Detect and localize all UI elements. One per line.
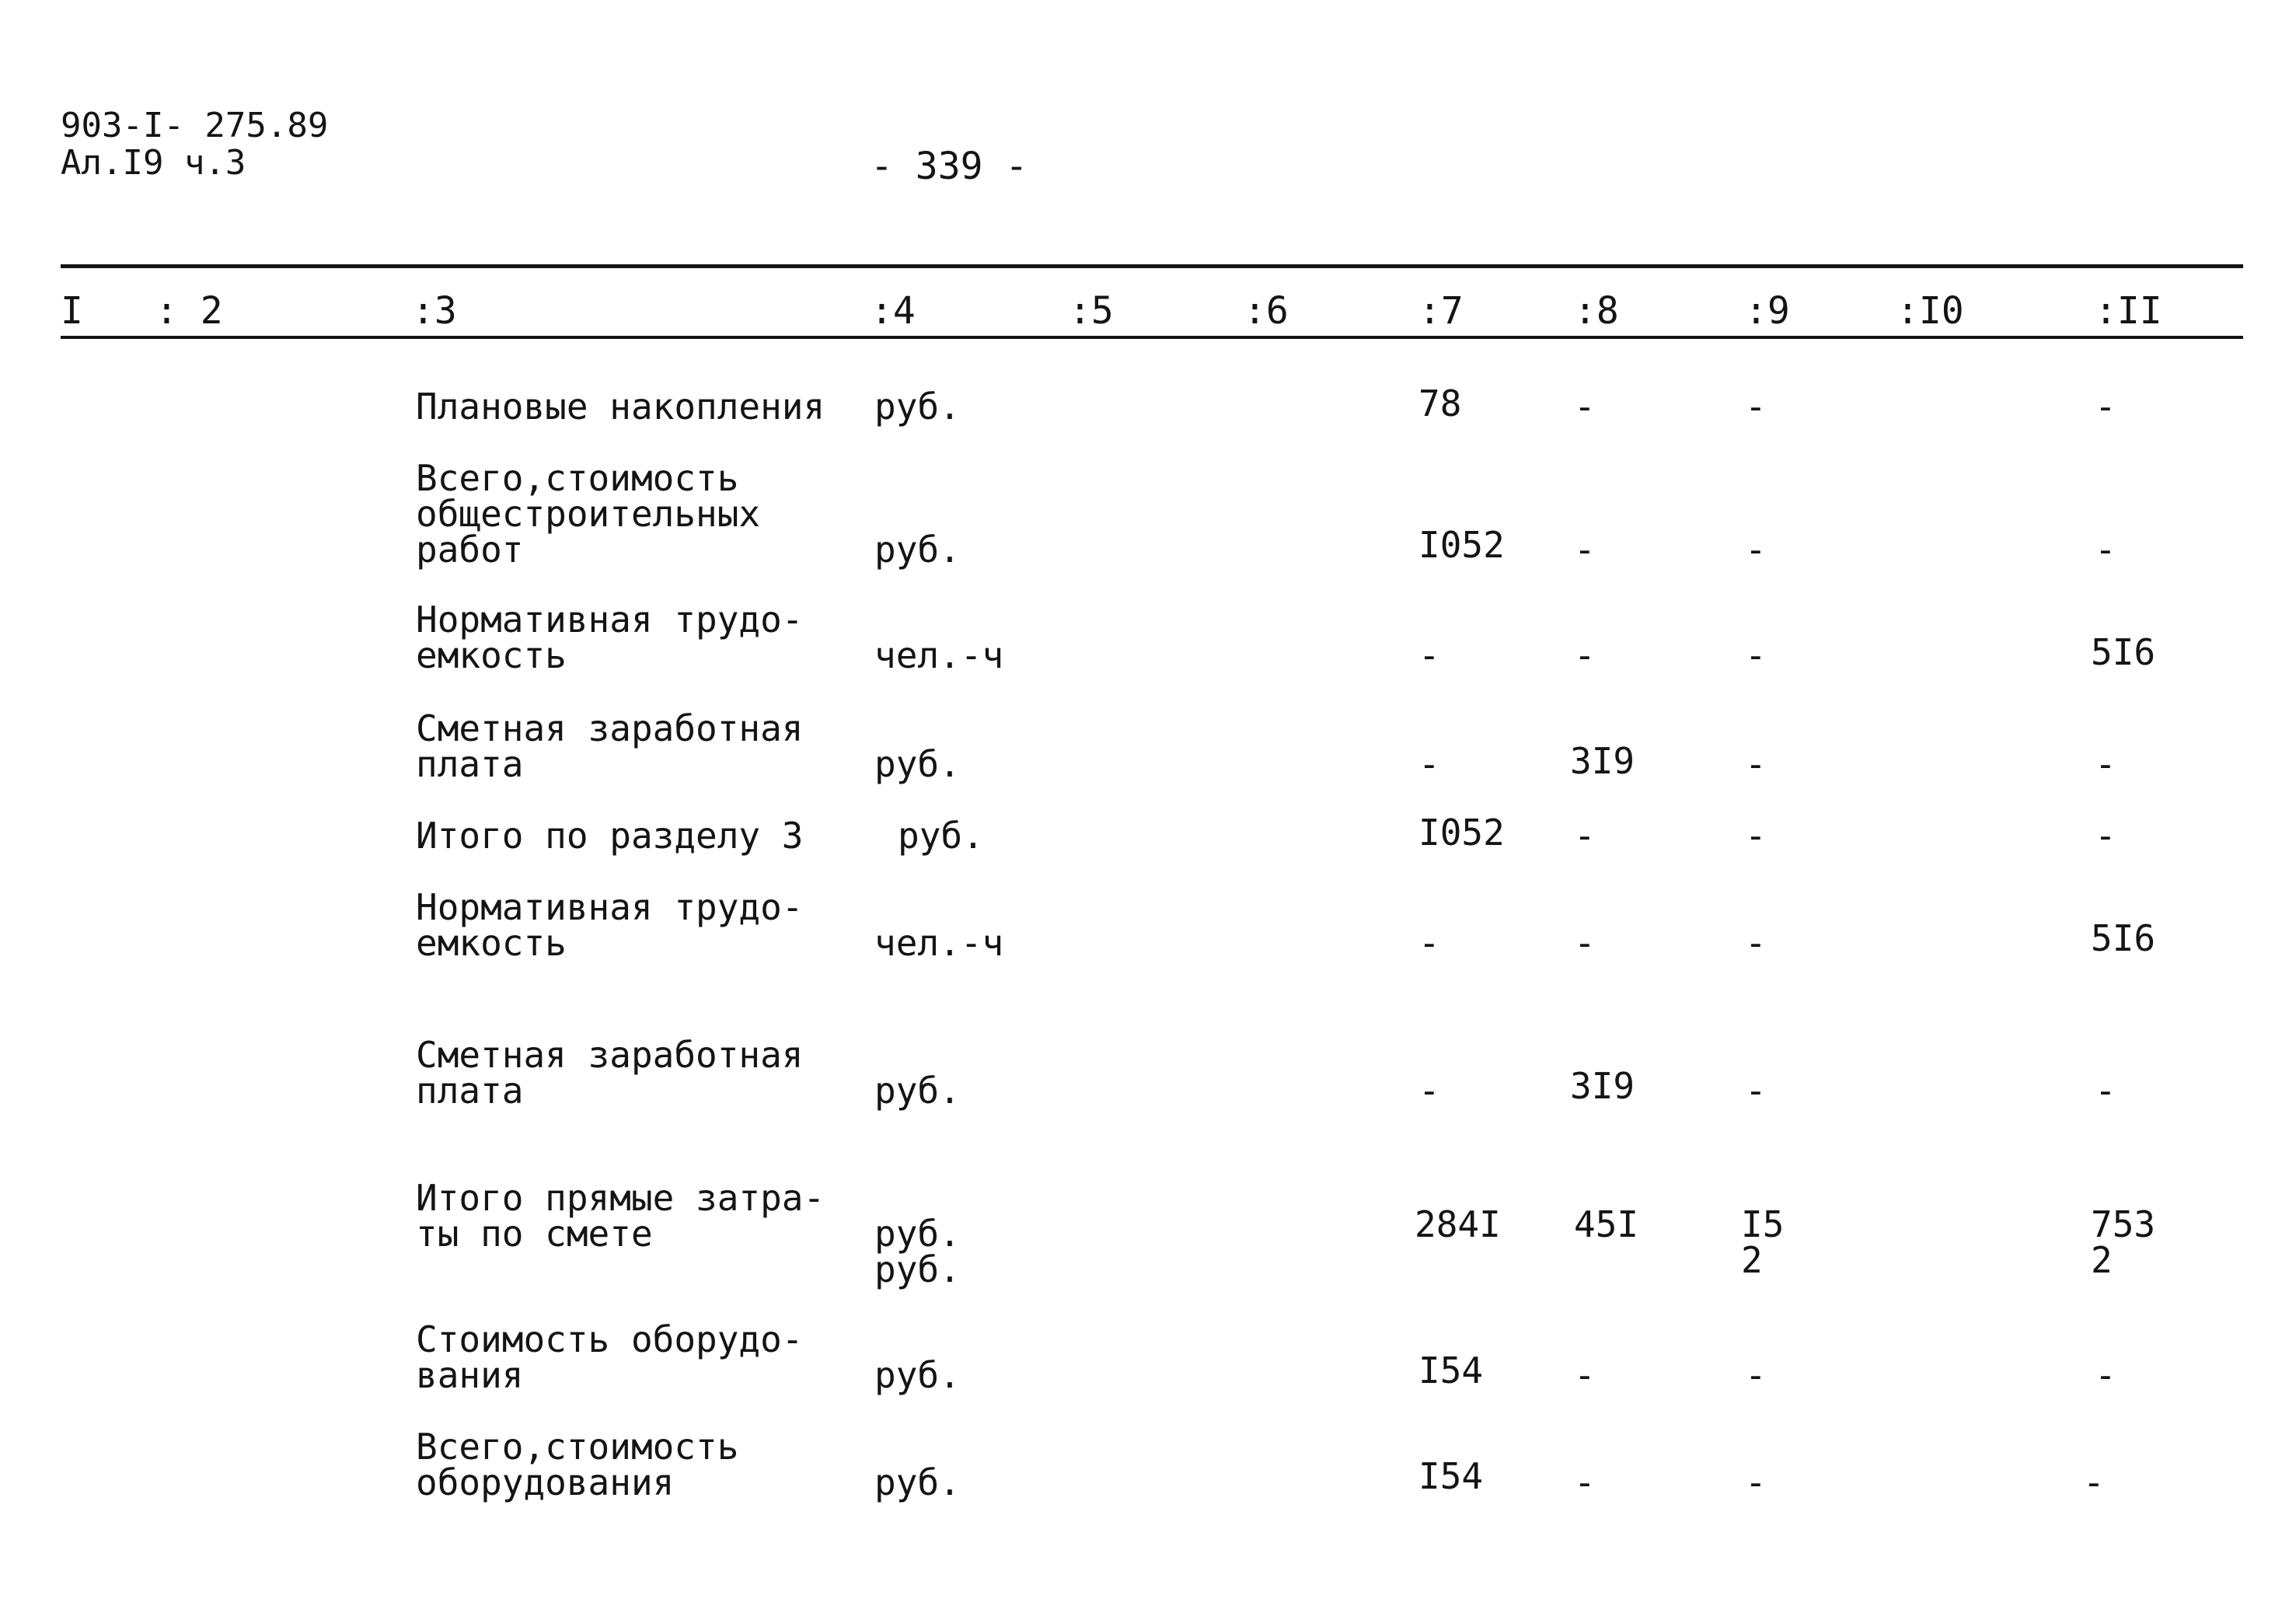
row-col7: 284I — [1415, 1203, 1501, 1245]
row-col8: - — [1574, 815, 1596, 857]
row-col9: - — [1745, 815, 1767, 857]
row-label: Стоимость оборудо- вания — [416, 1318, 804, 1396]
row-unit: руб. — [874, 1354, 961, 1396]
col-head-7: :7 — [1418, 289, 1464, 333]
row-label: Итого по разделу 3 — [416, 815, 804, 857]
row-label: Нормативная трудо- емкость — [416, 886, 804, 964]
row-col11: - — [2095, 815, 2116, 857]
row-col8: - — [1574, 922, 1596, 964]
row-col9: - — [1745, 386, 1767, 428]
row-unit: руб. — [874, 529, 961, 571]
row-col9: I5 2 — [1741, 1203, 1785, 1281]
col-head-1: I — [61, 289, 83, 333]
col-head-10: :I0 — [1896, 289, 1964, 333]
row-col9: - — [1745, 1461, 1767, 1503]
row-col8: - — [1574, 386, 1596, 428]
row-col8: 3I9 — [1570, 1065, 1635, 1107]
row-col11: - — [2083, 1461, 2105, 1503]
row-col7: I052 — [1418, 524, 1505, 566]
row-label: Итого прямые затра- ты по смете — [416, 1177, 825, 1255]
row-col7: - — [1418, 1070, 1440, 1112]
row-col9: - — [1745, 743, 1767, 785]
col-head-9: :9 — [1745, 289, 1790, 333]
row-col7: 78 — [1418, 382, 1462, 424]
row-label: Всего,стоимость общестроительных работ — [416, 457, 761, 571]
row-col7: - — [1418, 634, 1440, 676]
row-col7: - — [1418, 922, 1440, 964]
row-unit: руб. — [874, 743, 961, 785]
row-label: Нормативная трудо- емкость — [416, 599, 804, 676]
document-code-line1: 903-I- 275.89 — [61, 106, 329, 145]
row-col9: - — [1745, 529, 1767, 571]
col-head-6: :6 — [1244, 289, 1289, 333]
row-unit: чел.-ч — [874, 922, 1004, 964]
row-unit: руб. — [898, 815, 984, 857]
row-col7: I54 — [1418, 1455, 1484, 1497]
row-col7: I052 — [1418, 812, 1505, 854]
row-col8: - — [1574, 634, 1596, 676]
row-col7: I54 — [1418, 1349, 1484, 1391]
row-label: Сметная заработная плата — [416, 1034, 804, 1112]
row-col8: - — [1574, 1461, 1596, 1503]
row-label: Всего,стоимость оборудования — [416, 1426, 739, 1503]
row-col8: 45I — [1574, 1203, 1639, 1245]
page-number: - 339 - — [871, 145, 1028, 188]
row-col11: - — [2095, 1354, 2116, 1396]
table-header-rule — [61, 336, 2243, 339]
row-unit: руб. — [874, 1461, 961, 1503]
col-head-2: : 2 — [155, 289, 223, 333]
row-col11: 753 2 — [2091, 1203, 2156, 1281]
row-unit: руб. — [874, 1070, 961, 1112]
row-col11: 5I6 — [2091, 631, 2156, 673]
row-unit: руб. — [874, 386, 961, 428]
row-col11: - — [2095, 1070, 2116, 1112]
col-head-11: :II — [2095, 289, 2162, 333]
row-col11: 5I6 — [2091, 917, 2156, 959]
col-head-4: :4 — [871, 289, 916, 333]
col-head-8: :8 — [1574, 289, 1619, 333]
row-col9: - — [1745, 922, 1767, 964]
row-col9: - — [1745, 634, 1767, 676]
row-col8: - — [1574, 529, 1596, 571]
col-head-3: :3 — [412, 289, 457, 333]
row-col11: - — [2095, 743, 2116, 785]
row-col9: - — [1745, 1070, 1767, 1112]
row-label: Плановые накопления — [416, 386, 825, 428]
col-head-5: :5 — [1069, 289, 1114, 333]
row-unit: руб. руб. — [874, 1213, 961, 1290]
row-col8: - — [1574, 1354, 1596, 1396]
document-code-line2: Ал.I9 ч.3 — [61, 143, 246, 183]
document-code — [61, 107, 328, 182]
row-col7: - — [1418, 743, 1440, 785]
row-col8: 3I9 — [1570, 740, 1635, 782]
row-col11: - — [2095, 529, 2116, 571]
row-col9: - — [1745, 1354, 1767, 1396]
row-unit: чел.-ч — [874, 634, 1004, 676]
table-top-rule — [61, 264, 2243, 268]
row-col11: - — [2095, 386, 2116, 428]
row-label: Сметная заработная плата — [416, 707, 804, 785]
